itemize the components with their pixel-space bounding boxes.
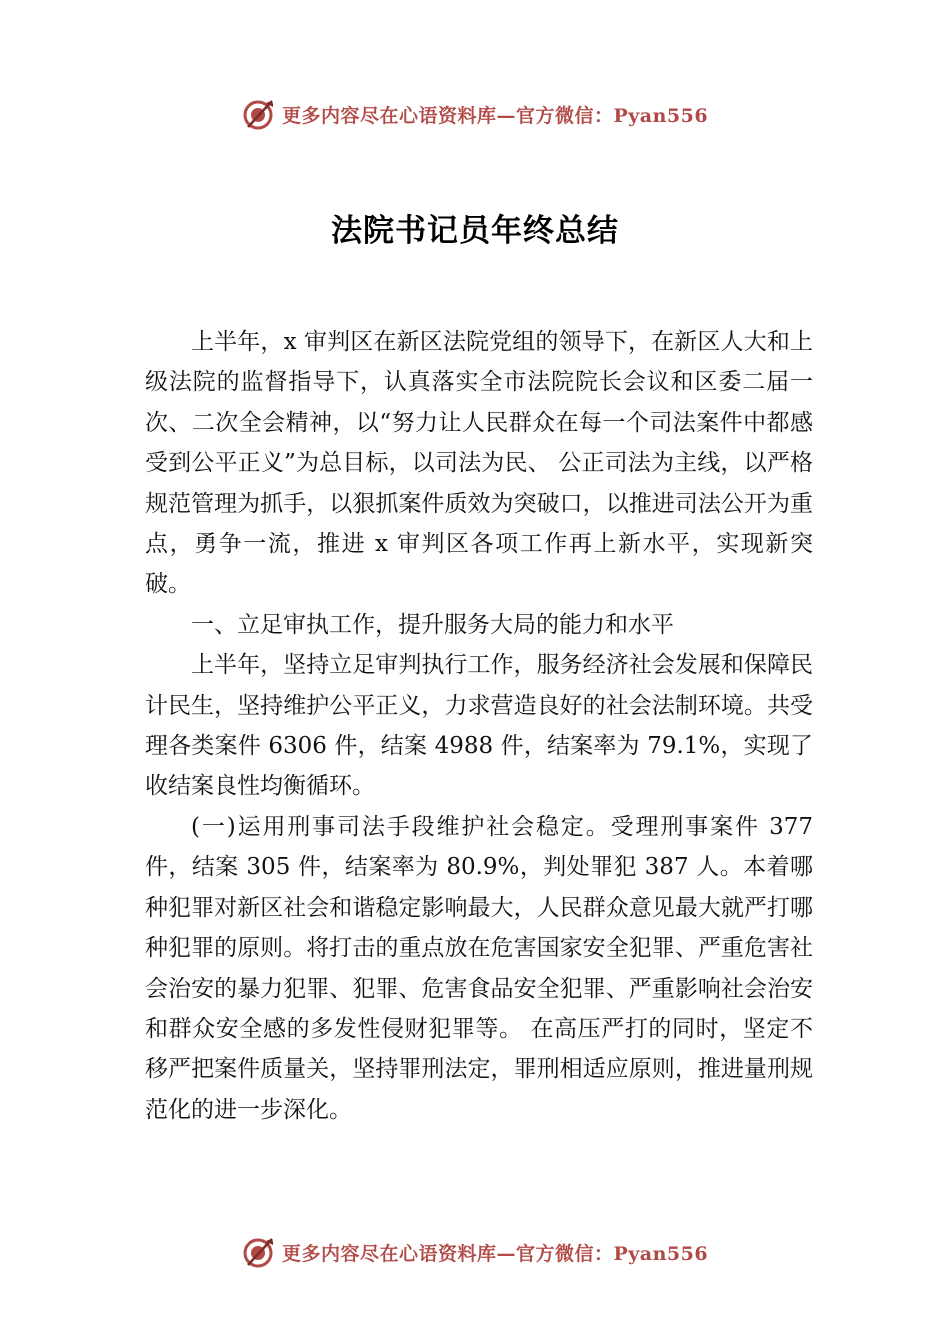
- footer-banner: [0, 1232, 950, 1272]
- quill-pen-seal-icon: [242, 1235, 276, 1269]
- header-banner: [0, 94, 950, 134]
- paragraph-intro: 上半年，x 审判区在新区法院党组的领导下，在新区人大和上级法院的监督指导下，认真落实全市法院院长会议和区委二届一次、二次全会精神，以“努力让人民群众在每一个司法案件中都感受到公平正义”为总目标，以司法为民、 公正司法为主线，以严格规范管理为抓手，以狠抓案件质效为突破口，以推进司法公开为重点，勇争一流，推进 x 审判区各项工作再上新水平，实现新突破。: [145, 329, 813, 598]
- document-body: [145, 322, 813, 1130]
- document-title: 法院书记员年终总结: [331, 213, 619, 249]
- header-banner-text: 更多内容尽在心语资料库—官方微信：Pyan556: [281, 104, 709, 127]
- footer-banner-text: 更多内容尽在心语资料库—官方微信：Pyan556: [281, 1242, 709, 1265]
- section-heading-1: 一、立足审执工作，提升服务大局的能力和水平: [191, 611, 674, 638]
- paragraph-section-1: 上半年，坚持立足审判执行工作，服务经济社会发展和保障民计民生，坚持维护公平正义，力求营造良好的社会法制环境。共受理各类案件 6306 件，结案 4988 件，结案率为 79.1%，实现了收结案良性均衡循环。: [145, 652, 813, 800]
- quill-pen-seal-icon: [242, 97, 276, 131]
- paragraph-subsection-1: (一)运用刑事司法手段维护社会稳定。受理刑事案件 377 件，结案 305 件，结案率为 80.9%，判处罪犯 387 人。本着哪种犯罪对新区社会和谐稳定影响最大，人民群众意见最大就严打哪种犯罪的原则。将打击的重点放在危害国家安全犯罪、严重危害社会治安的暴力犯罪、犯罪、危害食品安全犯罪、严重影响社会治安和群众安全感的多发性侵财犯罪等。 在高压严打的同时，坚定不移严把案件质量关，坚持罪刑法定，罪刑相适应原则，推进量刑规范化的进一步深化。: [145, 813, 813, 1123]
